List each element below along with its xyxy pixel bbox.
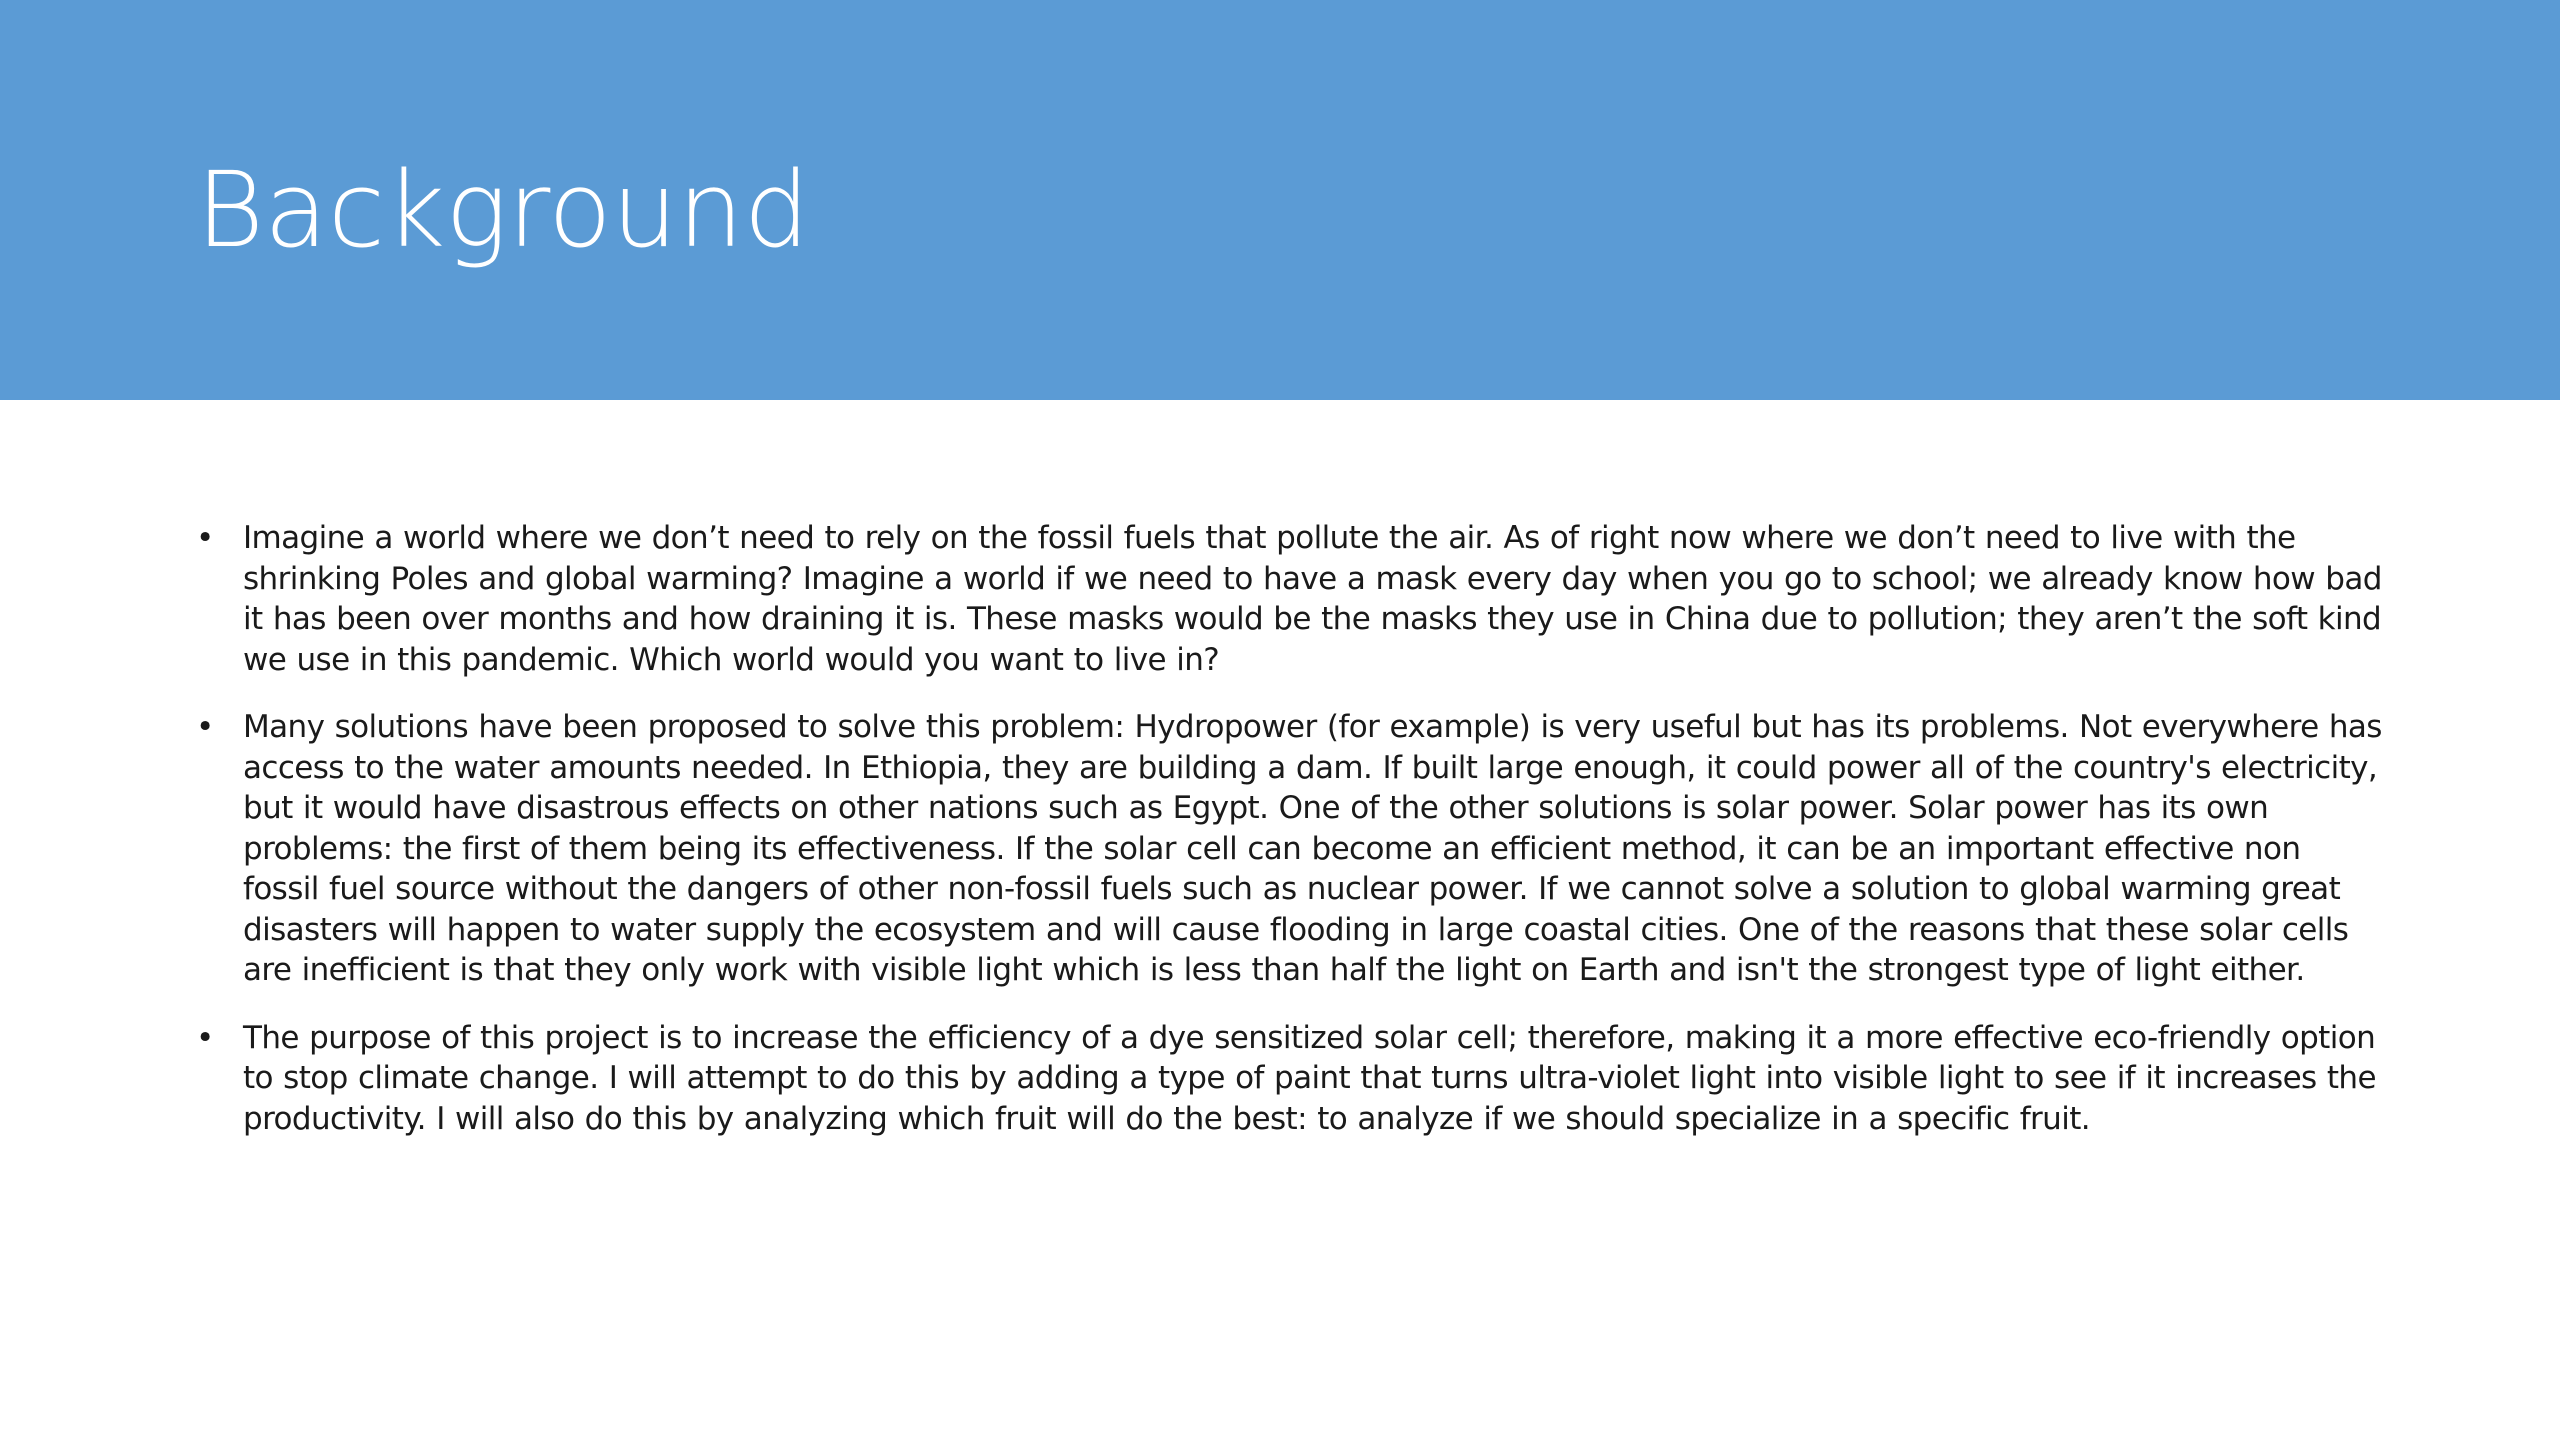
bullet-text: Many solutions have been proposed to solve this problem: Hydropower (for example) is very useful but has its problems. Not everywhere has access to the water amounts needed. In Ethiopia, they are building a dam. If built large enough, it could power all of the country's electricity, but it would have disastrous effects on other nations such as Egypt. One of the other solutions is solar power. Solar power has its own problems: the first of them being its effectiveness. If the solar cell can become an efficient method, it can be an important effective non fossil fuel source without the dangers of other non-fossil fuels such as nuclear power. If we cannot solve a solution to global warming great disasters will happen to water supply the ecosystem and will cause flooding in large coastal cities. One of the reasons that these solar cells are inefficient is that they only work with visible light which is less than half the light on Earth and isn't the strongest type of light either. bbox=[243, 709, 2382, 988]
bullet-icon: • bbox=[196, 709, 214, 745]
bullet-item bbox=[196, 707, 2386, 991]
bullet-text: The purpose of this project is to increase the efficiency of a dye sensitized solar cell; therefore, making it a more effective eco-friendly option to stop climate change. I will attempt to do this by adding a type of paint that turns ultra-violet light into visible light to see if it increases the productivity. I will also do this by analyzing which fruit will do the best: to analyze if we should specialize in a specific fruit. bbox=[243, 1019, 2376, 1137]
slide-title: Background bbox=[196, 149, 810, 271]
title-band bbox=[0, 0, 2560, 400]
bullet-text: Imagine a world where we don’t need to rely on the fossil fuels that pollute the air. As of right now where we don’t need to live with the shrinking Poles and global warming? Imagine a world if we need to have a mask every day when you go to school; we already know how bad it has been over months and how draining it is. These masks would be the masks they use in China due to pollution; they aren’t the soft kind we use in this pandemic. Which world would you want to live in? bbox=[243, 520, 2382, 678]
bullet-icon: • bbox=[196, 1019, 214, 1056]
bullet-item bbox=[196, 1018, 2386, 1140]
bullet-item bbox=[196, 518, 2386, 680]
bullet-icon: • bbox=[196, 520, 214, 556]
bullet-list bbox=[196, 518, 2386, 1166]
